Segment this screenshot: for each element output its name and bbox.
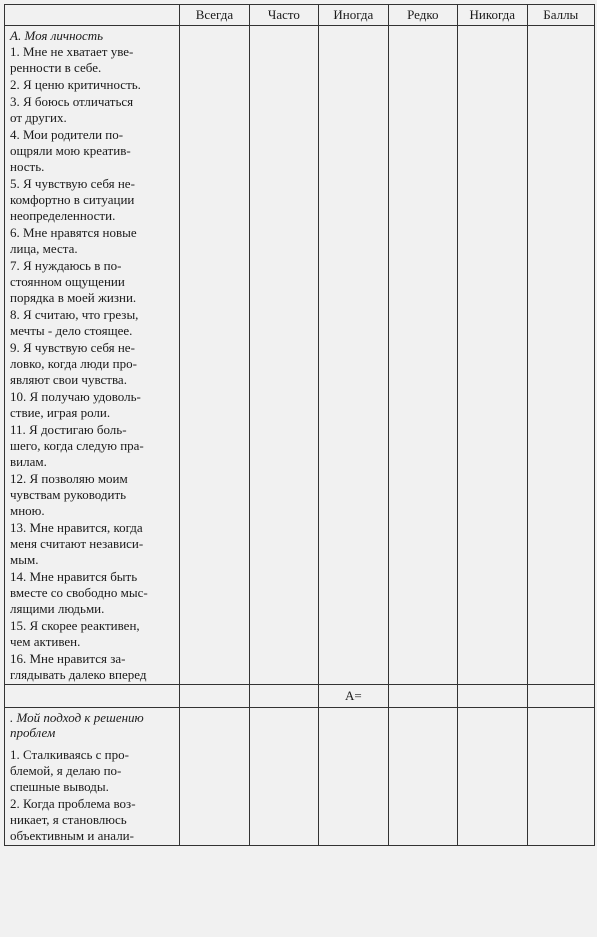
answer-cell-rarely[interactable] xyxy=(388,26,457,685)
header-row xyxy=(5,5,595,26)
statement-item: 15. Я скорее реактивен, чем активен. xyxy=(10,618,140,649)
statement-item: 14. Мне нравится быть вместе со свободно мыс- лящими людьми. xyxy=(10,569,148,616)
header-sometimes: Иногда xyxy=(319,5,388,26)
answer-cell-often[interactable] xyxy=(249,26,318,685)
section-a-sum-label: А= xyxy=(319,685,388,708)
answer-cell-often[interactable] xyxy=(249,708,318,846)
statement-item: 13. Мне нравится, когда меня считают независи- мым. xyxy=(10,520,144,567)
statement-header xyxy=(5,5,180,26)
statement-item: 2. Когда проблема воз- никает, я становлюсь объективным и анали- xyxy=(10,796,136,843)
sum-empty xyxy=(180,685,249,708)
sum-empty xyxy=(458,685,527,708)
answer-cell-sometimes[interactable] xyxy=(319,26,388,685)
sum-empty xyxy=(249,685,318,708)
header-never: Никогда xyxy=(458,5,527,26)
answer-cell-never[interactable] xyxy=(458,708,527,846)
section-a-statements xyxy=(5,26,180,685)
questionnaire-table xyxy=(4,4,595,846)
statement-item: 1. Мне не хватает уве- ренности в себе. xyxy=(10,44,134,75)
answer-cell-sometimes[interactable] xyxy=(319,708,388,846)
section-a-sum-row xyxy=(5,685,595,708)
section-a-title: А. Моя личность xyxy=(10,28,104,43)
answer-cell-never[interactable] xyxy=(458,26,527,685)
answer-cell-always[interactable] xyxy=(180,708,249,846)
statement-item: 12. Я позволяю моим чувствам руководить мною. xyxy=(10,471,128,518)
statement-item: 8. Я считаю, что грезы, мечты - дело стоящее. xyxy=(10,307,139,338)
header-always: Всегда xyxy=(180,5,249,26)
sum-empty xyxy=(388,685,457,708)
score-cell[interactable] xyxy=(527,708,594,846)
statement-item: 7. Я нуждаюсь в по- стоянном ощущении порядка в моей жизни. xyxy=(10,258,137,305)
statement-item: 10. Я получаю удоволь- ствие, играя роли. xyxy=(10,389,141,420)
statement-item: 16. Мне нравится за- глядывать далеко вперед xyxy=(10,651,147,682)
statement-item: 9. Я чувствую себя не- ловко, когда люди про- являют свои чувства. xyxy=(10,340,137,387)
statement-item: 5. Я чувствую себя не- комфортно в ситуации неопределенности. xyxy=(10,176,135,223)
answer-cell-always[interactable] xyxy=(180,26,249,685)
score-cell[interactable] xyxy=(527,26,594,685)
statement-item: 4. Мои родители по- ощряли мою креатив- ность. xyxy=(10,127,131,174)
statement-item: 11. Я достигаю боль- шего, когда следую пра- вилам. xyxy=(10,422,144,469)
section-b-statements xyxy=(5,708,180,846)
header-rarely: Редко xyxy=(388,5,457,26)
statement-item: 3. Я боюсь отличаться от других. xyxy=(10,94,134,125)
section-b-title: . Мой подход к решению проблем xyxy=(10,710,144,740)
sum-empty xyxy=(5,685,180,708)
sum-empty xyxy=(527,685,594,708)
answer-cell-rarely[interactable] xyxy=(388,708,457,846)
statement-item: 6. Мне нравятся новые лица, места. xyxy=(10,225,137,256)
statement-item: 2. Я ценю критичность. xyxy=(10,77,141,92)
section-a-row xyxy=(5,26,595,685)
header-score: Баллы xyxy=(527,5,594,26)
statement-item: 1. Сталкиваясь с про- блемой, я делаю по- спешные выводы. xyxy=(10,747,129,794)
header-often: Часто xyxy=(249,5,318,26)
section-b-row xyxy=(5,708,595,846)
